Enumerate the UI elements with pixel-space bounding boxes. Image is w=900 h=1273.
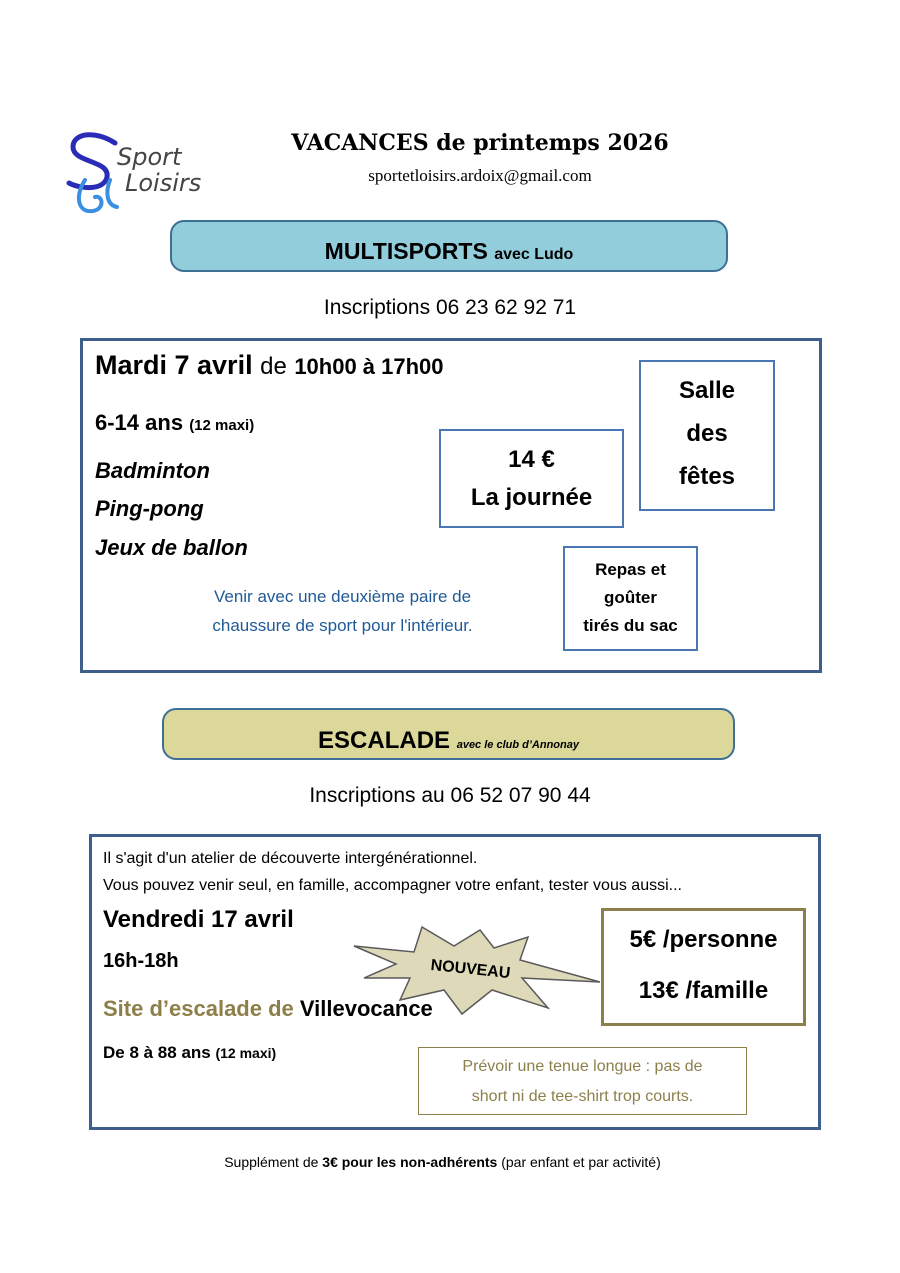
multisports-date-connector: de	[260, 353, 287, 380]
escalade-banner	[162, 708, 735, 760]
escalade-title: ESCALADE	[318, 727, 451, 754]
escalade-hours: 16h-18h	[103, 950, 179, 972]
escalade-subtitle: avec le club d’Annonay	[456, 739, 579, 751]
escalade-age-max: (12 maxi)	[215, 1045, 277, 1061]
nouveau-badge: NOUVEAU	[429, 956, 512, 983]
multisports-age-max: (12 maxi)	[189, 417, 255, 434]
logo-text-1: Sport	[117, 143, 182, 171]
escalade-date: Vendredi 17 avril	[103, 906, 294, 933]
escalade-intro	[103, 845, 682, 899]
contact-email: sportetloisirs.ardoix@gmail.com	[368, 166, 592, 185]
multisports-price-unit: La journée	[470, 484, 593, 511]
multisports-price-box	[439, 429, 624, 528]
escalade-note	[418, 1047, 747, 1115]
sport-loisirs-logo	[55, 125, 225, 220]
footer-bold: 3€ pour les non-adhérents	[322, 1154, 498, 1170]
note-line: chaussure de sport pour l'intérieur.	[212, 616, 473, 635]
logo-text-2: Loisirs	[125, 169, 202, 197]
nouveau-starburst	[352, 924, 602, 1016]
multisports-subtitle: avec Ludo	[494, 246, 574, 263]
multisports-banner	[170, 220, 728, 272]
multisports-date	[95, 350, 444, 381]
venue-box	[639, 360, 775, 511]
footer-suffix: (par enfant et par activité)	[501, 1154, 661, 1170]
escalade-price-box	[601, 908, 806, 1026]
multisports-phone: Inscriptions 06 23 62 92 71	[323, 296, 577, 319]
intro-line: Il s'agit d'un atelier de découverte intergénérationnel.	[103, 850, 478, 867]
note-line: Venir avec une deuxième paire de	[213, 587, 472, 606]
multisports-age-range: 6-14 ans	[95, 410, 184, 435]
multisports-price: 14 €	[508, 446, 555, 473]
venue-line: Salle	[678, 377, 736, 404]
meal-box	[563, 546, 698, 651]
escalade-age-range: De 8 à 88 ans	[103, 1043, 211, 1062]
escalade-phone: Inscriptions au 06 52 07 90 44	[309, 784, 591, 807]
escalade-price-family: 13€ /famille	[638, 977, 769, 1004]
note-line: short ni de tee-shirt trop courts.	[471, 1088, 694, 1105]
multisports-ages	[95, 410, 254, 436]
page-title: VACANCES de printemps 2026	[291, 130, 669, 156]
venue-line: fêtes	[678, 463, 736, 490]
footer-supplement	[0, 1154, 885, 1170]
escalade-price-person: 5€ /personne	[629, 926, 778, 953]
multisports-title: MULTISPORTS	[324, 238, 488, 264]
venue-line: des	[686, 420, 728, 447]
intro-line: Vous pouvez venir seul, en famille, accompagner votre enfant, tester vous aussi...	[103, 877, 682, 894]
multisports-day: Mardi 7 avril	[95, 350, 253, 380]
multisports-hours: 10h00 à 17h00	[294, 354, 444, 379]
activity-item: Badminton	[95, 458, 210, 483]
activity-item: Ping-pong	[95, 496, 204, 521]
note-line: Prévoir une tenue longue : pas de	[462, 1058, 703, 1075]
footer-prefix: Supplément de	[224, 1154, 319, 1170]
escalade-site-place: Villevocance	[299, 996, 433, 1021]
escalade-ages	[103, 1043, 276, 1063]
meal-line: Repas et	[595, 560, 666, 579]
activity-item: Jeux de ballon	[95, 535, 248, 560]
meal-line: goûter	[604, 588, 657, 607]
multisports-note	[150, 582, 535, 640]
escalade-site-prefix: Site d’escalade de	[103, 996, 294, 1021]
meal-line: tirés du sac	[583, 616, 678, 635]
